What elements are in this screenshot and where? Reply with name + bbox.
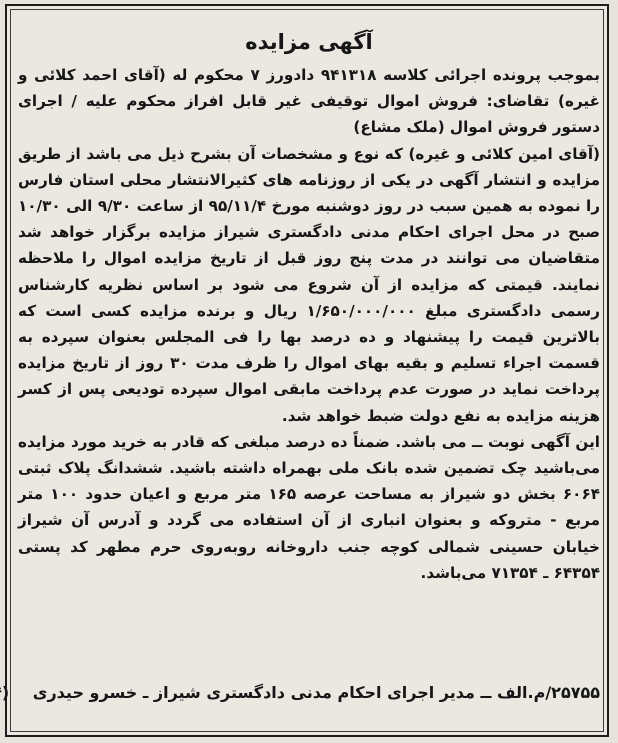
footer-signature: ۲۵۷۵۵/م.الف ــ مدیر اجرای احکام مدنی دادگستری شیراز ـ خسرو حیدری [32, 683, 600, 702]
notice-paragraph-1: بموجب پرونده اجرائی کلاسه ۹۴۱۳۱۸ دادورز ۷ محکوم له (آقای احمد کلائی و غیره) تقاضای: فروش اموال توقیفی غیر قابل افراز محکوم علیه / اجرای دستور فروش اموال (ملک مشاع) [18, 66, 601, 137]
notice-footer [1, 683, 600, 702]
notice-paragraph-3: این آگهی نوبت ــ می باشد. ضمناً ده درصد مبلغی که قادر به خرید مورد مزایده می‌باشید چک تضمین شده بانک ملی بهمراه داشته باشید. ششدانگ پلاک ثبتی ۶۰۶۴ بخش دو شیراز به مساحت عرصه ۱۶۵ متر مربع و اعیان حدود ۱۰۰ متر مربع - متروکه و بعنوان انباری از آن استفاده می گردد و آدرس آن شیراز خیابان حسینی شمالی کوچه جنب داروخانه روبه‌روی حرم مطهر کد پستی ۶۴۳۵۴ ـ ۷۱۳۵۴ می‌باشد. [18, 432, 600, 582]
notice-body [18, 62, 600, 586]
notice-paragraph-2: (آقای امین کلائی و غیره) که نوع و مشخصات آن بشرح ذیل می باشد از طریق مزایده و انتشار آگهی در یکی از روزنامه های کثیرالانتشار محلی استان فارس را نموده به همین سبب در روز دوشنبه مورخ ۹۵/۱۱/۴ از ساعت ۹/۳۰ الی ۱۰/۳۰ صبح در محل اجرای احکام مدنی دادگستری شیراز مزایده برگزار خواهد شد متقاضیان می توانند در مدت پنج روز قبل از تاریخ مزایده اموال را ملاحظه نمایند. قیمتی که مزایده از آن شروع می شود بر اساس نظریه کارشناس رسمی دادگستری مبلغ ۱/۶۵۰/۰۰۰/۰۰۰ ریال و برنده مزایده کسی است که بالاترین قیمت را پیشنهاد و ده درصد بها را فی المجلس بعنوان سپرده به قسمت اجراء تسلیم و بقیه بهای اموال را ظرف مدت ۳۰ روز از تاریخ مزایده پرداخت نماید در صورت عدم پرداخت مابقی اموال سپرده تودیعی پس از کسر هزینه مزایده به نفع دولت ضبط خواهد شد. [18, 144, 601, 425]
footer-code: ( [1, 683, 10, 702]
notice-title: آگهی مزایده [245, 30, 373, 54]
